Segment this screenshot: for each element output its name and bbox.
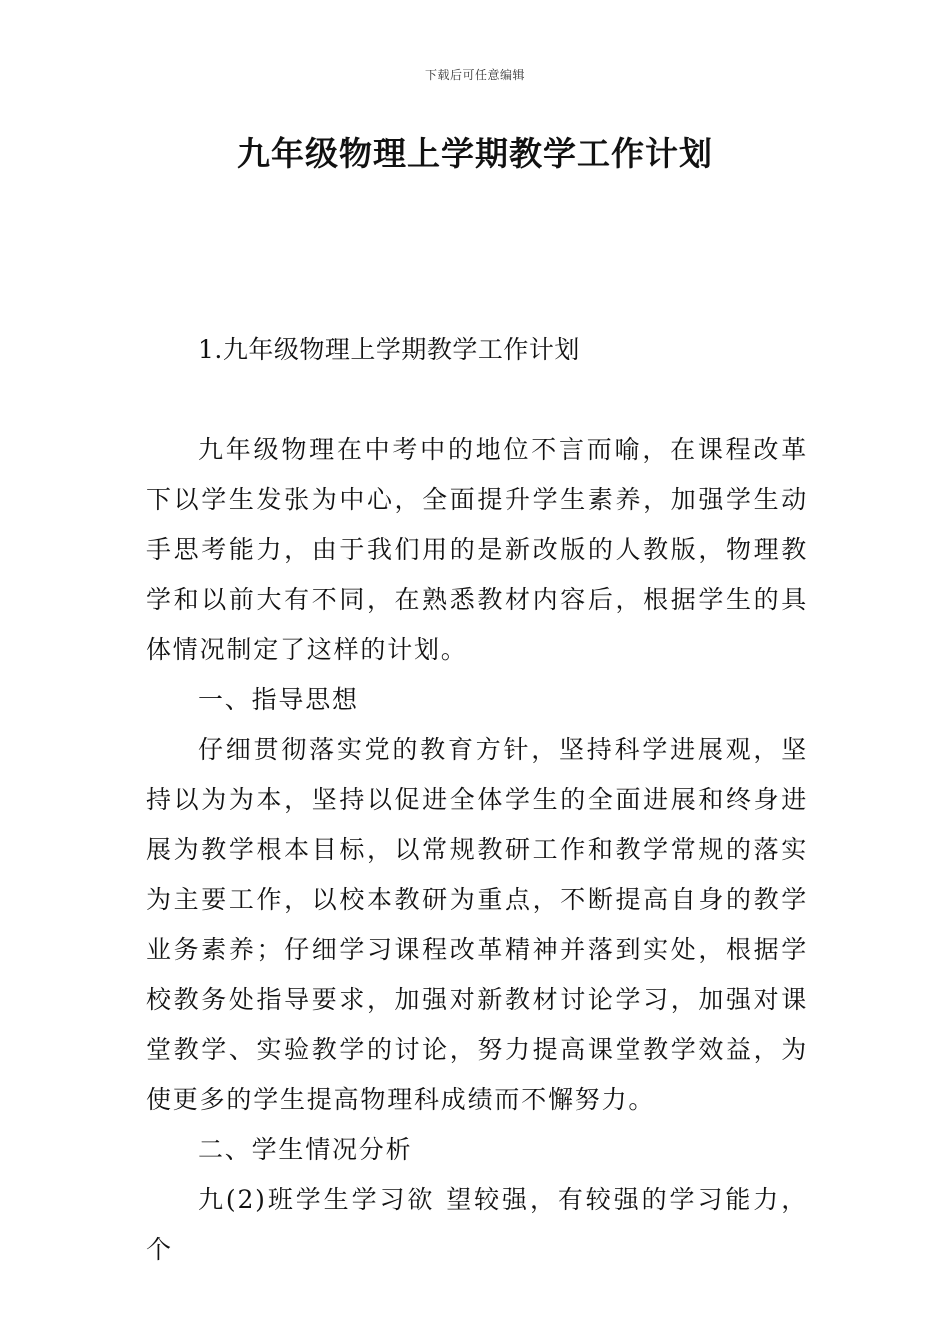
blank-line bbox=[146, 375, 808, 425]
section-heading-guiding-thought: 一、指导思想 bbox=[198, 685, 359, 714]
section-heading-student-analysis: 二、学生情况分析 bbox=[198, 1135, 413, 1164]
header-note: 下载后可任意编辑 bbox=[424, 68, 525, 82]
student-analysis-paragraph: 九(2)班学生学习欲 望较强，有较强的学习能力，个 bbox=[146, 1185, 808, 1264]
intro-paragraph: 九年级物理在中考中的地位不言而喻，在课程改革下以学生发张为中心，全面提升学生素养，加强学生动手思考能力，由于我们用的是新改版的人教版，物理教学和以前大有不同，在熟悉教材内容后，根据学生的具体情况制定了这样的计划。 bbox=[146, 435, 808, 664]
document-title: 九年级物理上学期教学工作计划 bbox=[237, 134, 713, 173]
document-subtitle: 1.九年级物理上学期教学工作计划 bbox=[198, 335, 580, 364]
document-body bbox=[146, 325, 808, 1275]
guiding-thought-paragraph: 仔细贯彻落实党的教育方针，坚持科学进展观，坚持以为为本，坚持以促进全体学生的全面进展和终身进展为教学根本目标，以常规教研工作和教学常规的落实为主要工作，以校本教研为重点，不断提高自身的教学业务素养；仔细学习课程改革精神并落到实处，根据学校教务处指导要求，加强对新教材讨论学习，加强对课堂教学、实验教学的讨论，努力提高课堂教学效益，为使更多的学生提高物理科成绩而不懈努力。 bbox=[146, 735, 808, 1114]
